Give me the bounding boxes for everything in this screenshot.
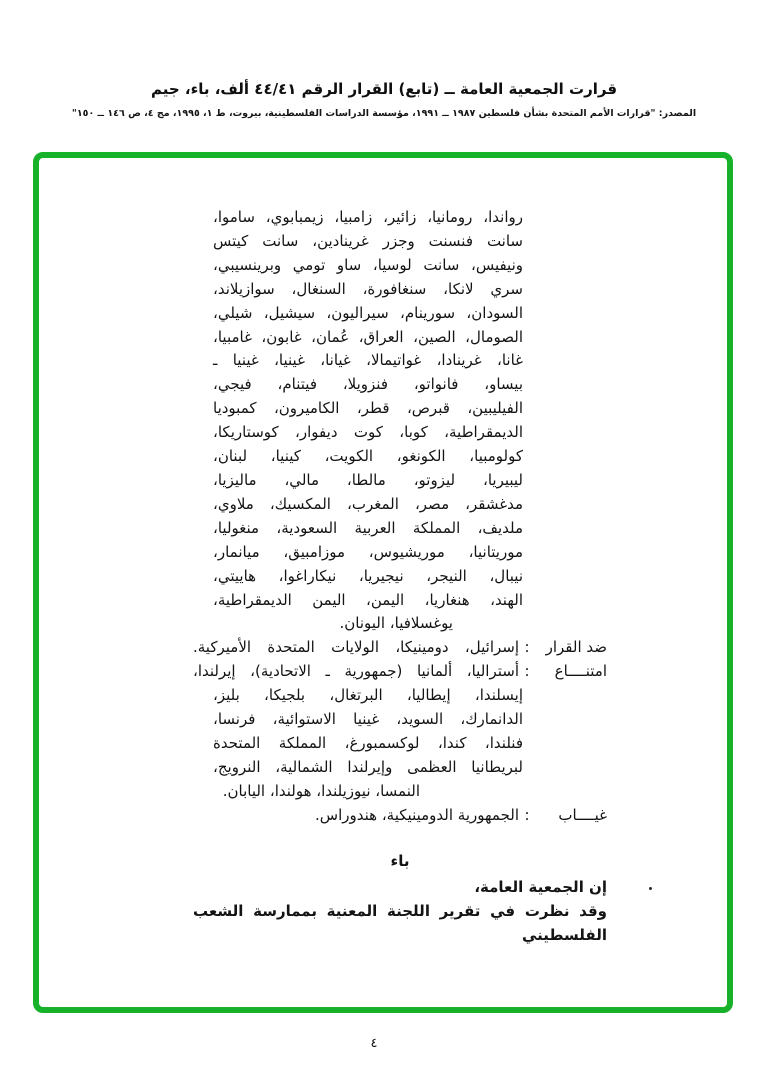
country-list-line: رواندا، رومانيا، زائير، زامبيا، زيمبابوي، ساموا، xyxy=(213,208,523,226)
abstain-continuation-line: فنلندا، كندا، لوكسمبورغ، المملكة المتحدة xyxy=(213,733,523,752)
closing-line: وقد نظرت في تقرير اللجنة المعنية بممارسة الشعب الفلسطيني xyxy=(193,902,607,945)
country-list-line: الفيليبين، قبرص، قطر، الكاميرون، كمبوديا xyxy=(213,399,523,418)
country-list-line: كولومبيا، الكونغو، الكويت، كينيا، لبنان، xyxy=(213,447,523,466)
vote-abstain-countries: أستراليا، ألمانيا (جمهورية ـ الاتحادية)، إيرلندا، xyxy=(193,662,519,681)
closing-line: إن الجمعية العامة، xyxy=(474,878,607,897)
country-list-line: مدغشقر، مصر، المغرب، المكسيك، ملاوي، xyxy=(213,494,523,513)
country-list-line: ليبيريا، ليزوتو، مالطا، مالي، ماليزيا، xyxy=(213,470,523,489)
country-list-line: الديمقراطية، كوبا، كوت ديفوار، كوستاريكا، xyxy=(213,423,523,442)
country-list-line: الصومال، الصين، العراق، عُمان، غابون، غامبيا، xyxy=(213,327,523,346)
vote-against-label: ضد القرار xyxy=(545,638,607,657)
vote-absent-label: غيــــاب xyxy=(558,805,607,824)
vote-colon: : xyxy=(524,638,530,657)
page-title: قرارت الجمعية العامة ــ (تابع) القرار الرقم ٤٤/٤١ ألف، باء، جيم xyxy=(150,80,618,98)
source-citation: المصدر: "قرارات الأمم المتحدة بشأن فلسطين ١٩٨٧ ــ ١٩٩١، مؤسسة الدراسات الفلسطينية، بيروت، ط ١، ١٩٩٥، مج ٤، ص ١٤٦ ــ ١٥٠" xyxy=(71,108,697,119)
country-list-line: نيبال، النيجر، نيجيريا، نيكاراغوا، هاييتي، xyxy=(213,566,523,585)
abstain-continuation-line: إيسلندا، إيطاليا، البرتغال، بلجيكا، بليز، xyxy=(213,686,523,705)
abstain-last-line: النمسا، نيوزيلندا، هولندا، اليابان. xyxy=(222,781,420,800)
country-list-line: سري لانكا، سنغافورة، السنغال، سوازيلاند، xyxy=(213,279,523,298)
vote-absent-countries: الجمهورية الدومينيكية، هندوراس. xyxy=(315,805,519,824)
vote-against-line xyxy=(193,636,607,660)
country-list-line: سانت فنسنت وجزر غرينادين، سانت كيتس xyxy=(213,231,523,250)
scan-ink-speck xyxy=(649,887,652,890)
resolution-text-block xyxy=(193,206,607,948)
vote-against-countries: إسرائيل، دومينيكا، الولايات المتحدة الأميركية. xyxy=(193,638,519,657)
country-list-line: ونيفيس، سانت لوسيا، ساو تومي وبرينسيبي، xyxy=(213,255,523,274)
page-number: ٤ xyxy=(370,1036,378,1051)
vote-abstain-line xyxy=(193,660,607,684)
country-list-line: غانا، غرينادا، غواتيمالا، غيانا، غينيا، غينيا ـ xyxy=(213,351,523,370)
vote-colon: : xyxy=(524,662,530,681)
country-list-line: السودان، سورينام، سيراليون، سيشيل، شيلي، xyxy=(213,303,523,322)
abstain-continuation-line: الدانمارك، السويد، غينيا الاستوائية، فرنسا، xyxy=(213,710,523,729)
vote-absent-line xyxy=(193,804,607,828)
vote-abstain-label: امتنــــاع xyxy=(554,662,607,681)
country-list-line: موريتانيا، موريشيوس، موزامبيق، ميانمار، xyxy=(213,542,523,561)
country-list-line: الهند، هنغاريا، اليمن، اليمن الديمقراطية، xyxy=(213,590,523,609)
country-list-line: ملديف، المملكة العربية السعودية، منغوليا، xyxy=(213,518,523,537)
country-list-line: بيساو، فانواتو، فنزويلا، فيتنام، فيجي، xyxy=(213,375,523,394)
vote-colon: : xyxy=(524,805,530,824)
section-heading-baa: باء xyxy=(390,851,410,870)
country-list-last-line: يوغسلافيا، اليونان. xyxy=(339,614,453,633)
abstain-continuation-line: لبريطانيا العظمى وإيرلندا الشمالية، النرويج، xyxy=(213,757,523,776)
